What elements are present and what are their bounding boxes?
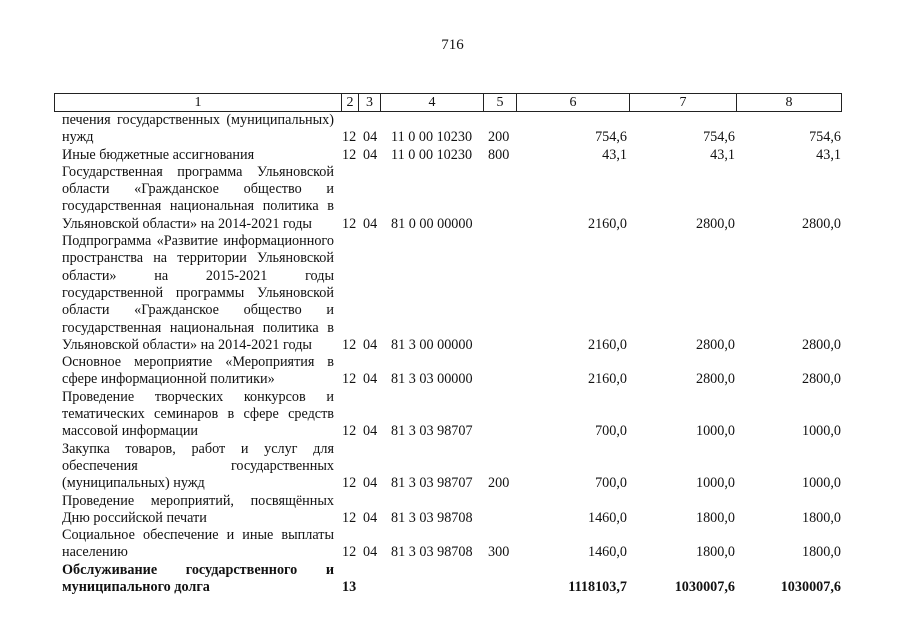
row-cell-3: 04 [363, 215, 378, 232]
row-cell-2: 13 [342, 579, 357, 596]
header-col-2: 2 [342, 94, 359, 111]
row-name: Основное мероприятие «Мероприятия в сфере информационной политики» [62, 354, 334, 388]
row-cell-3: 04 [363, 544, 378, 561]
row-cell-8: 1800,0 [801, 509, 841, 526]
row-cell-3: 04 [363, 475, 378, 492]
row-cell-8: 1000,0 [801, 475, 841, 492]
row-cell-2: 12 [342, 215, 357, 232]
table-row [0, 527, 905, 562]
row-cell-6: 1460,0 [587, 544, 627, 561]
row-cell-7: 1800,0 [695, 544, 735, 561]
row-cell-6: 754,6 [595, 129, 627, 146]
header-col-8: 8 [785, 95, 793, 110]
row-cell-4: 81 3 03 00000 [391, 371, 473, 388]
row-cell-7: 1030007,6 [674, 579, 735, 596]
row-cell-7: 2800,0 [695, 336, 735, 353]
table-body [0, 112, 905, 596]
header-col-5: 5 [484, 94, 517, 111]
row-name: Государственная программа Ульяновской области «Гражданское общество и государственная национальная политика в Ульяновской области» на 2014-2021 годы [62, 163, 334, 232]
row-cell-7: 1000,0 [695, 423, 735, 440]
row-cell-3: 04 [363, 146, 378, 163]
table-row [0, 493, 905, 528]
row-cell-6: 700,0 [595, 475, 627, 492]
row-cell-2: 12 [342, 475, 357, 492]
row-cell-6: 700,0 [595, 423, 627, 440]
row-cell-4: 81 0 00 00000 [391, 215, 473, 232]
row-cell-3: 04 [363, 423, 378, 440]
row-name: Закупка товаров, работ и услуг для обеспечения государственных (муниципальных) нужд [62, 440, 334, 492]
row-cell-4: 81 3 03 98707 [391, 475, 473, 492]
row-cell-4: 81 3 03 98707 [391, 423, 473, 440]
row-cell-2: 12 [342, 509, 357, 526]
row-name: Обслуживание государственного и муниципального долга [62, 561, 334, 596]
row-cell-8: 754,6 [809, 129, 841, 146]
row-cell-8: 2800,0 [801, 336, 841, 353]
table-row [0, 354, 905, 389]
header-col-3: 3 [359, 94, 381, 111]
row-cell-3: 04 [363, 336, 378, 353]
row-cell-4: 11 0 00 10230 [391, 129, 473, 146]
row-cell-8: 2800,0 [801, 371, 841, 388]
table-row [0, 147, 905, 164]
table-row [0, 562, 905, 597]
row-cell-8: 1000,0 [801, 423, 841, 440]
row-cell-8: 43,1 [816, 146, 841, 163]
row-cell-7: 43,1 [710, 146, 735, 163]
row-cell-6: 2160,0 [587, 336, 627, 353]
table-row [0, 389, 905, 441]
row-cell-4: 81 3 03 98708 [391, 509, 473, 526]
row-name: Подпрограмма «Развитие информационного пространства на территории Ульяновской области» на 2015-2021 годы государственной программы Ульяновской области «Гражданское общество и государственная национальная политика в Ульяновской области» на 2014-2021 годы [62, 233, 334, 353]
row-cell-3: 04 [363, 371, 378, 388]
row-cell-6: 1118103,7 [568, 579, 627, 596]
row-cell-2: 12 [342, 371, 357, 388]
table-row [0, 441, 905, 493]
row-cell-6: 2160,0 [587, 371, 627, 388]
row-cell-8: 1800,0 [801, 544, 841, 561]
row-name: Иные бюджетные ассигнования [62, 146, 255, 163]
header-col-6: 6 [517, 94, 630, 111]
row-cell-5: 200 [488, 475, 510, 492]
header-col-7: 7 [630, 94, 737, 111]
row-cell-7: 2800,0 [695, 215, 735, 232]
row-cell-8: 1030007,6 [780, 579, 841, 596]
row-cell-5: 300 [488, 544, 510, 561]
header-col-1: 1 [55, 94, 342, 111]
row-cell-7: 2800,0 [695, 371, 735, 388]
row-name: Проведение мероприятий, посвящённых Дню российской печати [62, 492, 334, 526]
row-cell-5: 200 [488, 129, 510, 146]
table-row [0, 233, 905, 354]
row-cell-7: 1800,0 [695, 509, 735, 526]
row-cell-6: 43,1 [602, 146, 627, 163]
row-cell-2: 12 [342, 423, 357, 440]
row-name: печения государственных (муниципальных) нужд [62, 112, 334, 146]
row-name: Социальное обеспечение и иные выплаты населению [62, 527, 334, 561]
row-cell-7: 1000,0 [695, 475, 735, 492]
row-cell-8: 2800,0 [801, 215, 841, 232]
table-row [0, 164, 905, 233]
row-cell-2: 12 [342, 544, 357, 561]
row-cell-4: 81 3 03 98708 [391, 544, 473, 561]
row-cell-6: 1460,0 [587, 509, 627, 526]
row-cell-4: 81 3 00 00000 [391, 336, 473, 353]
row-cell-2: 12 [342, 336, 357, 353]
row-cell-2: 12 [342, 146, 357, 163]
row-cell-3: 04 [363, 509, 378, 526]
row-cell-7: 754,6 [703, 129, 735, 146]
row-name: Проведение творческих конкурсов и тематических семинаров в сфере средств массовой информации [62, 388, 334, 440]
row-cell-2: 12 [342, 129, 357, 146]
table-header [54, 93, 842, 112]
page-number: 716 [441, 37, 464, 53]
row-cell-5: 800 [488, 146, 510, 163]
row-cell-4: 11 0 00 10230 [391, 146, 473, 163]
row-cell-3: 04 [363, 129, 378, 146]
header-col-4: 4 [381, 94, 484, 111]
table-row [0, 112, 905, 147]
row-cell-6: 2160,0 [587, 215, 627, 232]
